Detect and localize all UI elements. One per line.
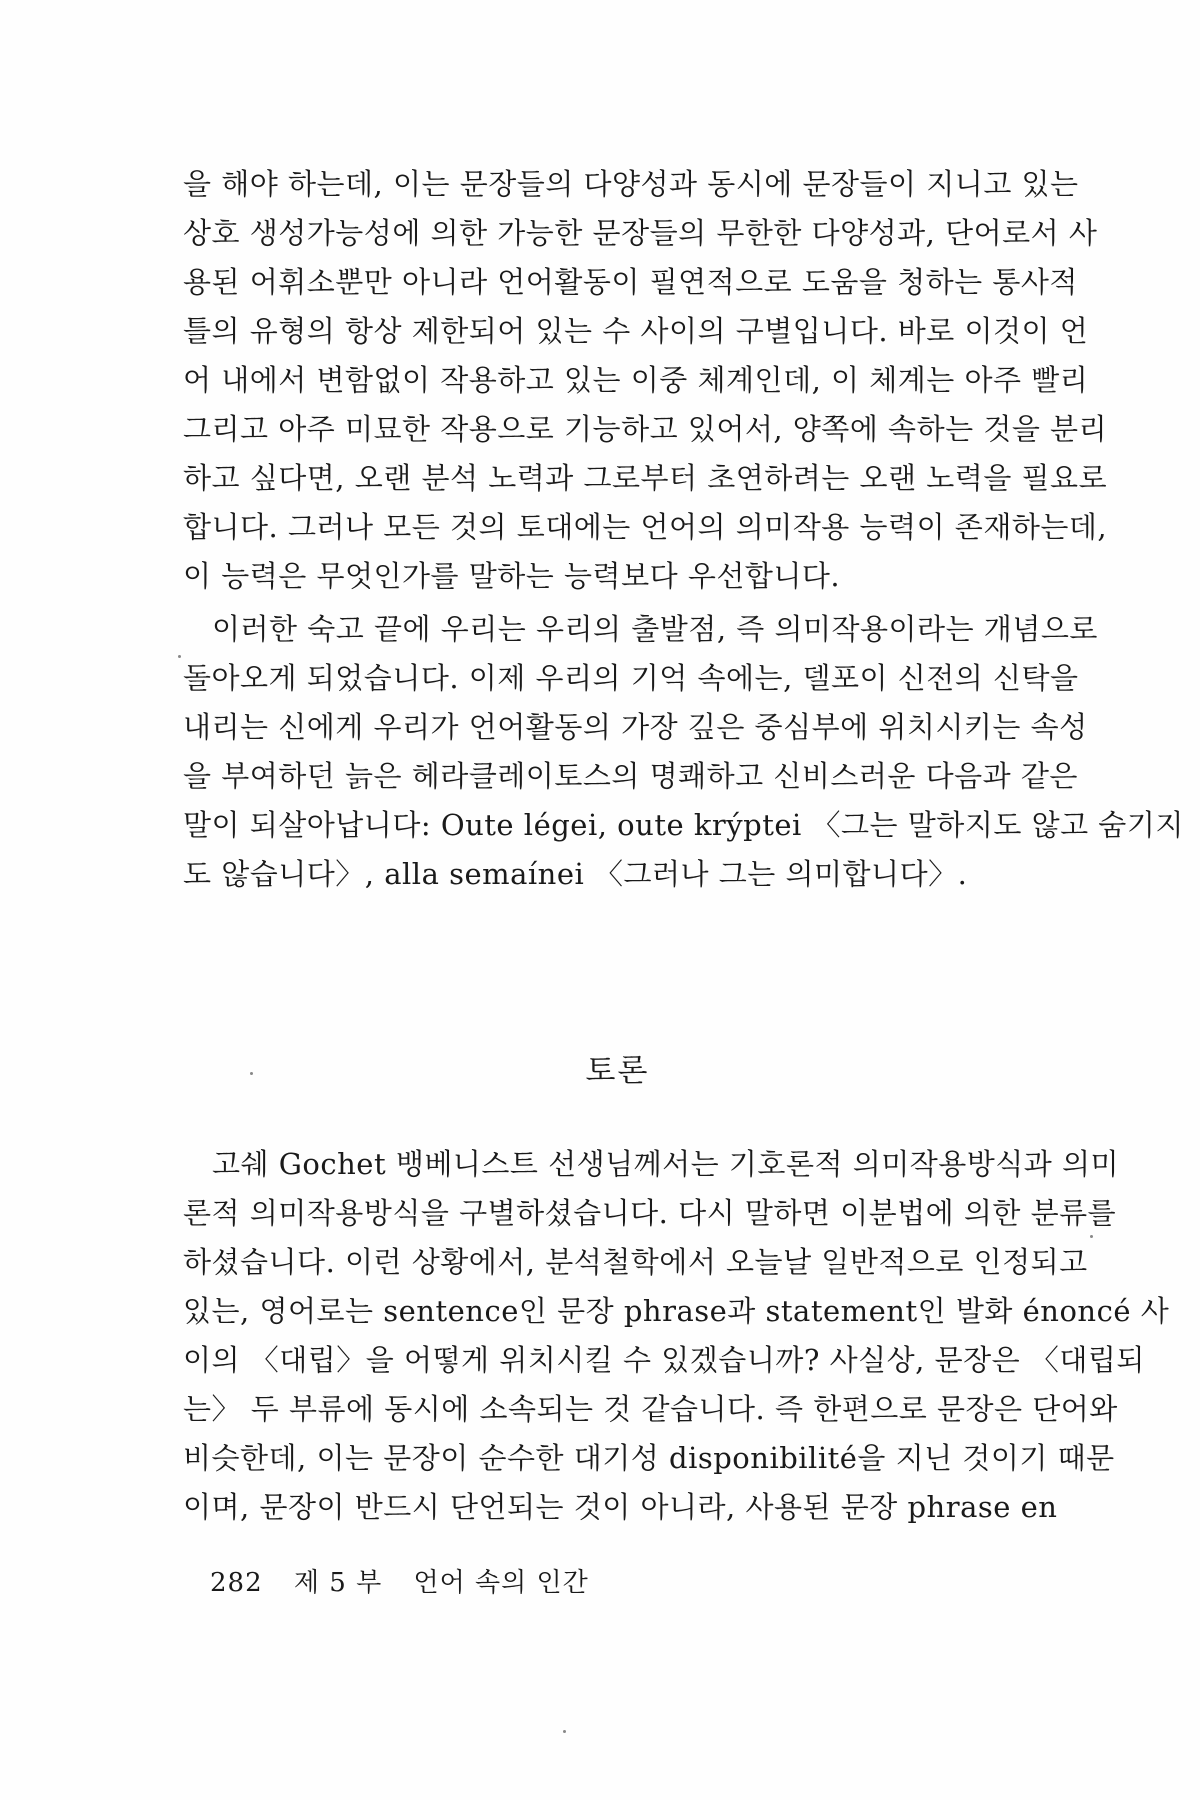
text-line: 을 부여하던 늙은 헤라클레이토스의 명쾌하고 신비스러운 다음과 같은 [183,759,1078,793]
text-line: 이며, 문장이 반드시 단언되는 것이 아니라, 사용된 문장 phrase en [183,1490,1058,1524]
text-line: 론적 의미작용방식을 구별하셨습니다. 다시 말하면 이분법에 의한 분류를 [183,1196,1117,1230]
text-line: 이 능력은 무엇인가를 말하는 능력보다 우선합니다. [183,559,841,593]
text-line: 틀의 유형의 항상 제한되어 있는 수 사이의 구별입니다. 바로 이것이 언 [183,314,1089,348]
text-line: 비슷한데, 이는 문장이 순수한 대기성 disponibilité을 지닌 것이기 때문 [183,1441,1115,1475]
text-line: 을 해야 하는데, 이는 문장들의 다양성과 동시에 문장들이 지니고 있는 [183,167,1079,201]
text-line: 하고 싶다면, 오랜 분석 노력과 그로부터 초연하려는 오랜 노력을 필요로 [183,461,1108,495]
scan-speck [563,1730,566,1733]
paragraph-3 [183,1140,1170,1532]
text-line: 용된 어휘소뿐만 아니라 언어활동이 필연적으로 도움을 청하는 통사적 [183,265,1078,299]
scan-speck [178,655,181,658]
text-line: 도 않습니다〉, alla semaínei 〈그러나 그는 의미합니다〉. [183,857,968,891]
text-line: 내리는 신에게 우리가 언어활동의 가장 깊은 중심부에 위치시키는 속성 [183,710,1088,744]
text-line: 그리고 아주 미묘한 작용으로 기능하고 있어서, 양쪽에 속하는 것을 분리 [183,412,1108,446]
text-line: 이의 〈대립〉을 어떻게 위치시킬 수 있겠습니까? 사실상, 문장은 〈대립되 [183,1343,1145,1377]
text-line: 이러한 숙고 끝에 우리는 우리의 출발점, 즉 의미작용이라는 개념으로 [212,612,1098,646]
text-line: 어 내에서 변함없이 작용하고 있는 이중 체계인데, 이 체계는 아주 빨리 [183,363,1089,397]
page-number: 282 [210,1568,263,1598]
text-line: 상호 생성가능성에 의한 가능한 문장들의 무한한 다양성과, 단어로서 사 [183,216,1098,250]
scan-speck [250,1072,253,1075]
running-title: 언어 속의 인간 [413,1568,589,1598]
text-line: 고쉐 Gochet 뱅베니스트 선생님께서는 기호론적 의미작용방식과 의미 [212,1147,1120,1181]
text-line: 는〉 두 부류에 동시에 소속되는 것 같습니다. 즉 한편으로 문장은 단어와 [183,1392,1118,1426]
section-heading: 토론 [585,1053,650,1089]
text-line: 돌아오게 되었습니다. 이제 우리의 기억 속에는, 델포이 신전의 신탁을 [183,661,1079,695]
text-line: 말이 되살아납니다: Oute légei, oute krýptei 〈그는 말하지도 않고 숨기지 [183,808,1184,842]
page-footer [210,1562,611,1599]
paragraph-1 [183,160,1108,601]
scan-speck [1090,1235,1093,1238]
part-label: 제 5 부 [293,1568,383,1598]
text-line: 합니다. 그러나 모든 것의 토대에는 언어의 의미작용 능력이 존재하는데, [183,510,1108,544]
text-line: 하셨습니다. 이런 상황에서, 분석철학에서 오늘날 일반적으로 인정되고 [183,1245,1088,1279]
text-line: 있는, 영어로는 sentence인 문장 phrase과 statement인 발화 énoncé 사 [183,1294,1170,1328]
paragraph-2 [183,605,1184,899]
